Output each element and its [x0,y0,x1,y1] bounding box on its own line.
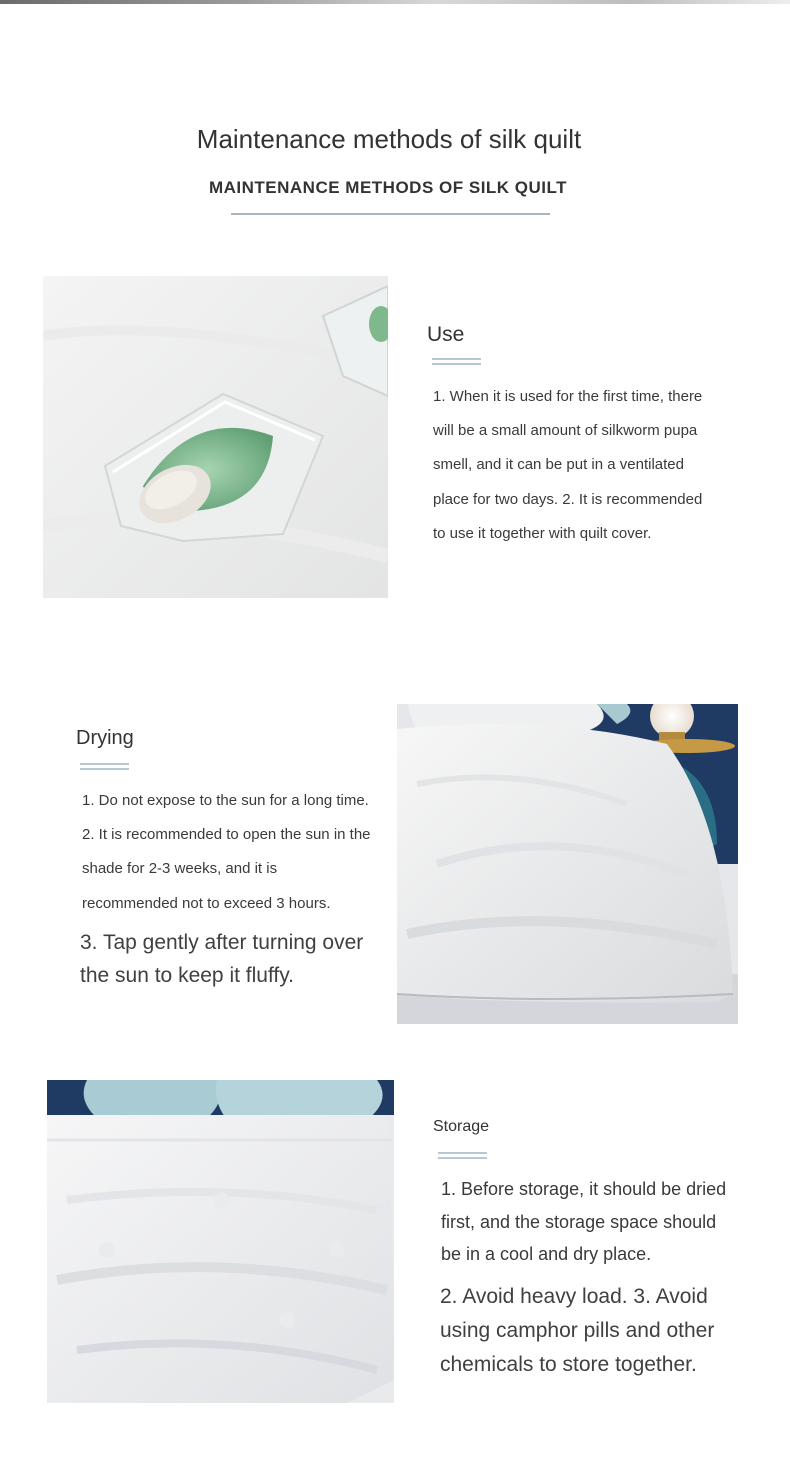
page-subtitle: MAINTENANCE METHODS OF SILK QUILT [208,178,568,197]
drying-body-text: 1. Do not expose to the sun for a long time. 2. It is recommended to open the sun in the shade for 2-3 weeks, and it is recommended not to exceed 3 hours. [82,792,371,912]
use-heading: Use [427,323,465,346]
storage-heading-rule [438,1152,487,1159]
drying-body-text-large: 3. Tap gently after turning over the sun to keep it fluffy. [80,931,364,987]
page-title: Maintenance methods of silk quilt [196,124,582,154]
use-photo-silkworm-cocoon [43,276,388,598]
top-banner-strip [0,0,790,4]
storage-body-text-large: 2. Avoid heavy load. 3. Avoid using camphor pills and other chemicals to store together. [440,1285,715,1376]
storage-heading: Storage [433,1118,490,1135]
use-heading-rule [432,358,481,365]
drying-heading: Drying [76,727,134,749]
drying-photo-quilt-bed [397,704,738,1024]
title-divider [231,213,550,215]
storage-photo-quilt-bed [47,1080,394,1403]
storage-body-text: 1. Before storage, it should be dried first, and the storage space should be in a cool and dry place. [441,1179,727,1264]
drying-heading-rule [80,763,129,770]
use-body-text: 1. When it is used for the first time, there will be a small amount of silkworm pupa smell, and it can be put in a ventilated place for two days. 2. It is recommended to use it together with quilt cover. [433,388,703,542]
